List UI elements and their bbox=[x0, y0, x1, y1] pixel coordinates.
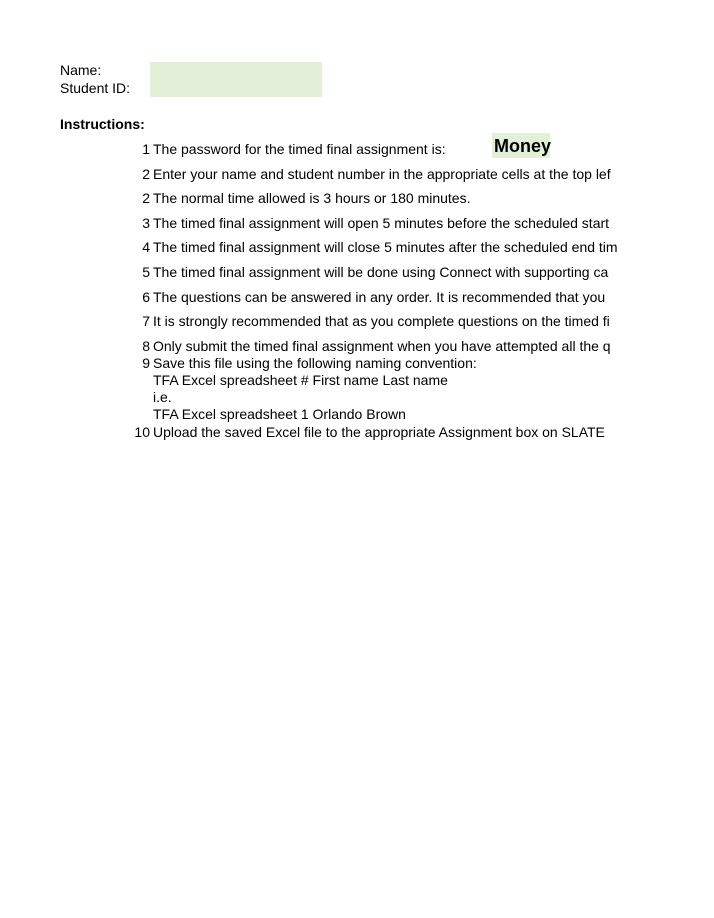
example-file-name-text: TFA Excel spreadsheet 1 Orlando Brown bbox=[153, 406, 406, 422]
name-label: Name: bbox=[60, 62, 102, 78]
naming-convention-text: TFA Excel spreadsheet # First name Last name bbox=[153, 372, 448, 388]
instruction-text: It is strongly recommended that as you complete questions on the timed fi bbox=[153, 313, 610, 329]
instruction-number: 3 bbox=[142, 215, 150, 231]
instruction-text: The normal time allowed is 3 hours or 180 minutes. bbox=[153, 190, 471, 206]
instruction-text: The questions can be answered in any order. It is recommended that you bbox=[153, 289, 606, 305]
instruction-number: 9 bbox=[142, 355, 150, 371]
instructions-heading: Instructions: bbox=[60, 116, 145, 132]
instruction-text: The timed final assignment will be done using Connect with supporting ca bbox=[153, 264, 609, 280]
instruction-number: 10 bbox=[134, 424, 150, 440]
instruction-text: Save this file using the following naming convention: bbox=[153, 355, 477, 371]
instruction-number: 1 bbox=[142, 141, 150, 157]
instruction-text: Only submit the timed final assignment when you have attempted all the q bbox=[153, 338, 611, 354]
instruction-text: The timed final assignment will open 5 minutes before the scheduled start bbox=[153, 215, 610, 231]
name-student-id-input-cells[interactable] bbox=[150, 62, 322, 97]
instruction-number: 4 bbox=[142, 239, 150, 255]
instruction-number: 2 bbox=[142, 190, 150, 206]
instruction-number: 8 bbox=[142, 338, 150, 354]
student-id-label: Student ID: bbox=[60, 80, 131, 96]
example-label-text: i.e. bbox=[153, 389, 172, 405]
instruction-number: 7 bbox=[142, 313, 150, 329]
instruction-text: The timed final assignment will close 5 minutes after the scheduled end tim bbox=[153, 239, 618, 255]
instruction-text: Enter your name and student number in the appropriate cells at the top lef bbox=[153, 166, 611, 182]
password-value: Money bbox=[494, 136, 552, 156]
instruction-number: 5 bbox=[142, 264, 150, 280]
instruction-text: The password for the timed final assignment is: bbox=[153, 141, 446, 157]
instruction-number: 2 bbox=[142, 166, 150, 182]
instruction-text: Upload the saved Excel file to the appropriate Assignment box on SLATE bbox=[153, 424, 605, 440]
instruction-number: 6 bbox=[142, 289, 150, 305]
